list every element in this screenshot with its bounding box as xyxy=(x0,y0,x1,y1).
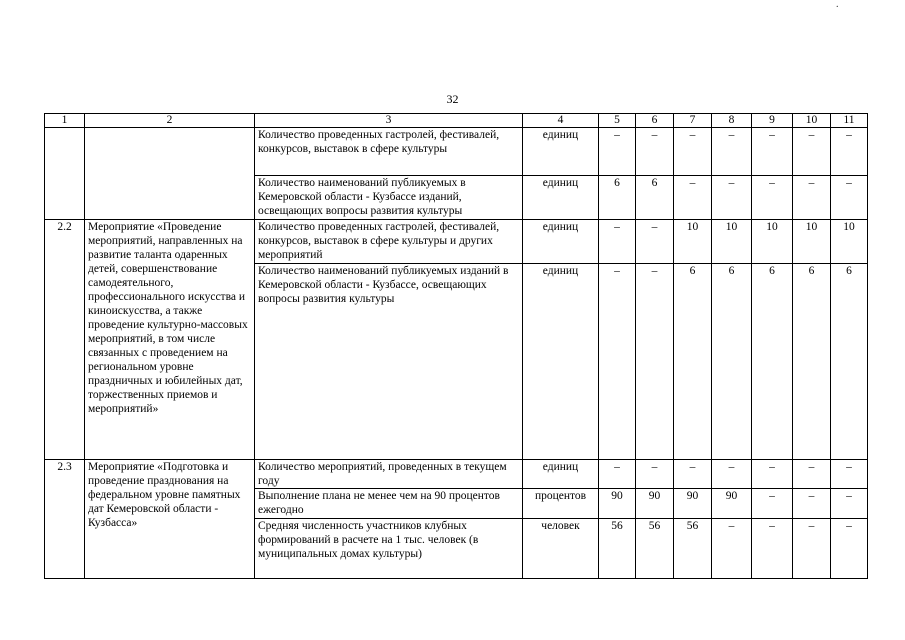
value-cell: 6 xyxy=(752,264,793,460)
value-cell: 56 xyxy=(674,519,712,579)
value-cell: – xyxy=(752,519,793,579)
value-cell: – xyxy=(599,264,636,460)
row-number xyxy=(45,128,85,220)
indicators-table xyxy=(44,113,868,579)
value-cell: 6 xyxy=(599,176,636,220)
value-cell: – xyxy=(793,176,831,220)
indicator-name: Количество мероприятий, проведенных в текущем году xyxy=(255,460,523,489)
corner-mark: . xyxy=(836,0,839,10)
row-number: 2.3 xyxy=(45,460,85,579)
header-cell: 7 xyxy=(674,114,712,128)
measure-name xyxy=(85,128,255,220)
value-cell: – xyxy=(674,460,712,489)
header-cell: 3 xyxy=(255,114,523,128)
value-cell: 56 xyxy=(599,519,636,579)
value-cell: – xyxy=(712,460,752,489)
value-cell: – xyxy=(674,176,712,220)
header-cell: 1 xyxy=(45,114,85,128)
value-cell: – xyxy=(831,460,868,489)
indicator-unit: процентов xyxy=(523,489,599,519)
value-cell: – xyxy=(636,264,674,460)
value-cell: – xyxy=(712,128,752,176)
value-cell: – xyxy=(793,460,831,489)
value-cell: 10 xyxy=(831,220,868,264)
header-cell: 2 xyxy=(85,114,255,128)
value-cell: – xyxy=(599,460,636,489)
value-cell: – xyxy=(712,176,752,220)
value-cell: – xyxy=(831,519,868,579)
value-cell: 10 xyxy=(752,220,793,264)
value-cell: – xyxy=(712,519,752,579)
indicator-unit: человек xyxy=(523,519,599,579)
header-cell: 5 xyxy=(599,114,636,128)
value-cell: 10 xyxy=(793,220,831,264)
indicator-unit: единиц xyxy=(523,128,599,176)
indicator-name: Средняя численность участников клубных формирований в расчете на 1 тыс. человек (в муниципальных домах культуры) xyxy=(255,519,523,579)
value-cell: 6 xyxy=(674,264,712,460)
indicator-name: Выполнение плана не менее чем на 90 процентов ежегодно xyxy=(255,489,523,519)
indicator-name: Количество проведенных гастролей, фестивалей, конкурсов, выставок в сфере культуры и других мероприятий xyxy=(255,220,523,264)
measure-name: Мероприятие «Подготовка и проведение празднования на федеральном уровне памятных дат Кемеровской области - Кузбасса» xyxy=(85,460,255,579)
header-cell: 8 xyxy=(712,114,752,128)
value-cell: – xyxy=(752,128,793,176)
indicator-unit: единиц xyxy=(523,264,599,460)
value-cell: 90 xyxy=(636,489,674,519)
value-cell: 90 xyxy=(712,489,752,519)
header-cell: 6 xyxy=(636,114,674,128)
value-cell: – xyxy=(793,489,831,519)
indicator-unit: единиц xyxy=(523,220,599,264)
indicator-name: Количество наименований публикуемых в Кемеровской области - Кузбассе изданий, освещающих вопросы развития культуры xyxy=(255,176,523,220)
header-cell: 10 xyxy=(793,114,831,128)
indicator-name: Количество проведенных гастролей, фестивалей, конкурсов, выставок в сфере культуры xyxy=(255,128,523,176)
measure-name: Мероприятие «Проведение мероприятий, направленных на развитие таланта одаренных детей, совершенствование самодеятельного, профессионального искусства и киноискусства, а также проведение культурно-массовых мероприятий, в том числе связанных с проведением на региональном уровне праздничных и юбилейных дат, торжественных приемов и мероприятий» xyxy=(85,220,255,460)
value-cell: – xyxy=(793,519,831,579)
value-cell: – xyxy=(831,489,868,519)
value-cell: 6 xyxy=(712,264,752,460)
header-cell: 4 xyxy=(523,114,599,128)
indicator-unit: единиц xyxy=(523,176,599,220)
value-cell: – xyxy=(752,489,793,519)
value-cell: 56 xyxy=(636,519,674,579)
value-cell: – xyxy=(674,128,712,176)
row-number: 2.2 xyxy=(45,220,85,460)
header-cell: 11 xyxy=(831,114,868,128)
value-cell: 90 xyxy=(674,489,712,519)
value-cell: – xyxy=(752,460,793,489)
value-cell: – xyxy=(793,128,831,176)
indicator-unit: единиц xyxy=(523,460,599,489)
value-cell: 6 xyxy=(793,264,831,460)
header-cell: 9 xyxy=(752,114,793,128)
value-cell: – xyxy=(752,176,793,220)
value-cell: 90 xyxy=(599,489,636,519)
value-cell: – xyxy=(831,128,868,176)
value-cell: – xyxy=(636,128,674,176)
value-cell: 6 xyxy=(831,264,868,460)
page-number: 32 xyxy=(446,92,459,106)
table-row xyxy=(45,460,868,489)
value-cell: – xyxy=(599,128,636,176)
value-cell: – xyxy=(831,176,868,220)
indicator-name: Количество наименований публикуемых изданий в Кемеровской области - Кузбассе, освещающих вопросы развития культуры xyxy=(255,264,523,460)
value-cell: 10 xyxy=(712,220,752,264)
table-row xyxy=(45,128,868,176)
value-cell: 10 xyxy=(674,220,712,264)
value-cell: 6 xyxy=(636,176,674,220)
header-row xyxy=(45,114,868,128)
value-cell: – xyxy=(636,460,674,489)
value-cell: – xyxy=(599,220,636,264)
value-cell: – xyxy=(636,220,674,264)
table-row xyxy=(45,220,868,264)
